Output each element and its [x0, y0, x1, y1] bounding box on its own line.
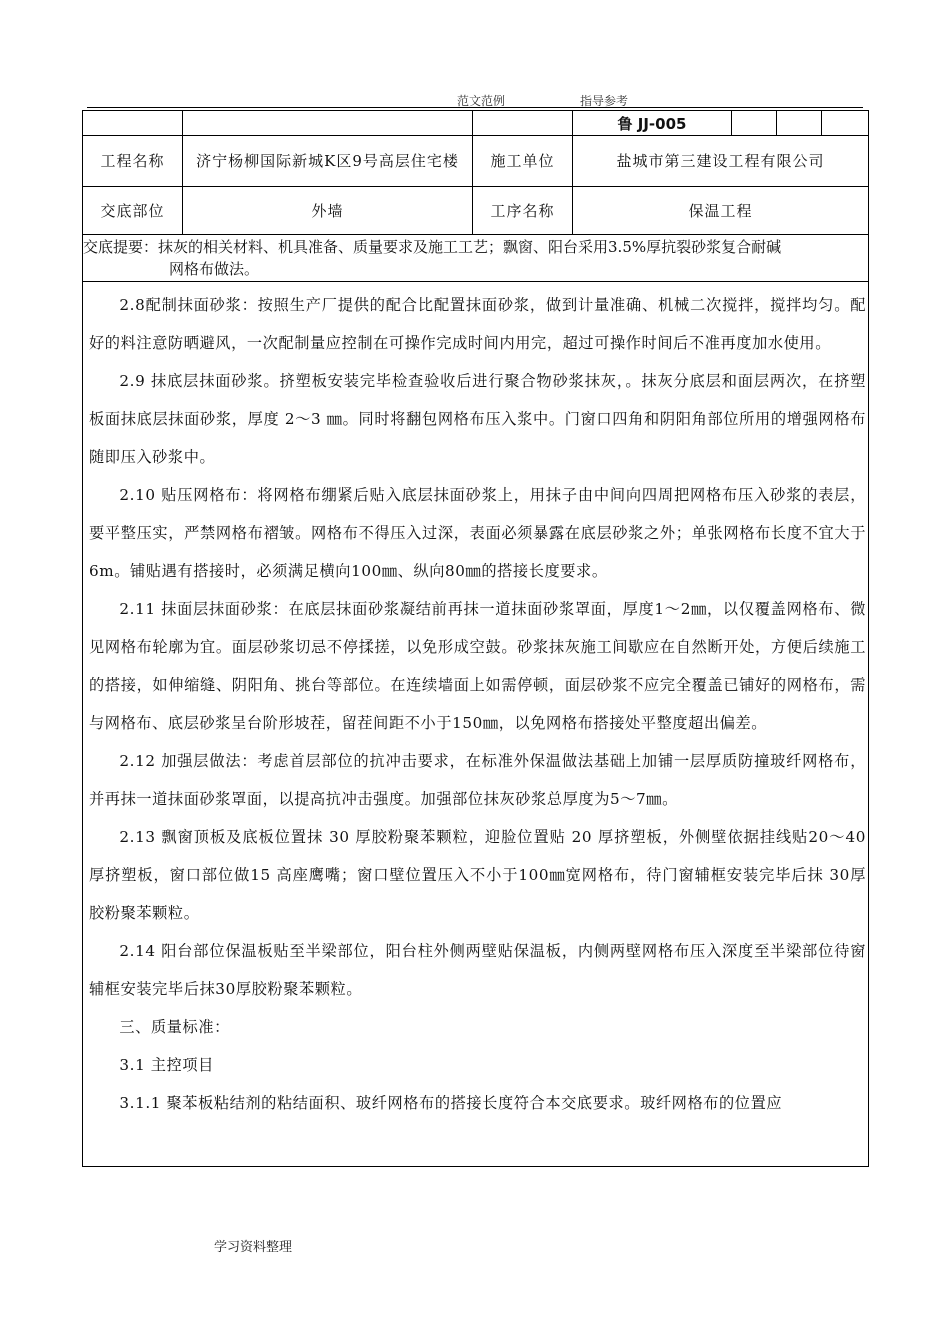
code-row-blank-5	[777, 111, 822, 136]
project-name-value: 济宁杨柳国际新城K区9号高层住宅楼	[183, 136, 473, 187]
contractor-label: 施工单位	[473, 136, 573, 187]
location-row	[83, 187, 869, 235]
project-name-label: 工程名称	[83, 136, 183, 187]
process-label: 工序名称	[473, 187, 573, 235]
header-right-text: 指导参考	[580, 94, 629, 108]
para-2-13: 2.13 飘窗顶板及底板位置抹 30 厚胶粉聚苯颗粒，迎脸位置贴 20 厚挤塑板，外侧壁依据挂线贴20～40 厚挤塑板，窗口部位做15 高座鹰嘴；窗口壁位置压入不小于100㎜宽网格布，待门窗辅框安装完毕后抹 30厚胶粉聚苯颗粒。	[89, 828, 866, 922]
location-value: 外墙	[183, 187, 473, 235]
summary-cell	[83, 235, 869, 282]
project-row	[83, 136, 869, 187]
header-rule	[87, 107, 863, 108]
code-row-blank-2	[183, 111, 473, 136]
para-2-9: 2.9 抹底层抹面砂浆。挤塑板安装完毕检查验收后进行聚合物砂浆抹灰，。抹灰分底层和面层两次，在挤塑板面抹底层抹面砂浆，厚度 2～3 ㎜。同时将翻包网格布压入浆中。门窗口四角和阴阳角部位所用的增强网格布随即压入砂浆中。	[89, 372, 866, 466]
summary-label: 交底提要：	[83, 238, 159, 256]
summary-row	[83, 235, 869, 282]
body-row	[83, 282, 869, 1167]
para-2-14: 2.14 阳台部位保温板贴至半梁部位，阳台柱外侧两壁贴保温板，内侧两壁网格布压入深度至半梁部位待窗辅框安装完毕后抹30厚胶粉聚苯颗粒。	[89, 942, 866, 998]
summary-line2: 网格布做法。	[169, 260, 260, 278]
para-2-11: 2.11 抹面层抹面砂浆：在底层抹面砂浆凝结前再抹一道抹面砂浆罩面，厚度1～2㎜，以仅覆盖网格布、微见网格布轮廓为宜。面层砂浆切忌不停揉搓，以免形成空鼓。砂浆抹灰施工间歇应在自然断开处，方便后续施工的搭接，如伸缩缝、阴阳角、挑台等部位。在连续墙面上如需停顿，面层砂浆不应完全覆盖已铺好的网格布，需与网格布、底层砂浆呈台阶形坡茬，留茬间距不小于150㎜，以免网格布搭接处平整度超出偏差。	[89, 600, 866, 732]
para-3-1-1: 3.1.1 聚苯板粘结剂的粘结面积、玻纤网格布的搭接长度符合本交底要求。玻纤网格布的位置应	[119, 1094, 783, 1112]
header-left-text: 范文范例	[457, 94, 506, 108]
summary-line1: 抹灰的相关材料、机具准备、质量要求及施工工艺；飘窗、阳台采用3.5%厚抗裂砂浆复合耐碱	[158, 238, 782, 256]
code-row-blank-3	[473, 111, 573, 136]
body-cell	[83, 282, 869, 1167]
page-footer: 学习资料整理	[214, 1240, 293, 1255]
code-row	[83, 111, 869, 136]
process-value: 保温工程	[573, 187, 869, 235]
form-code: 鲁 JJ-005	[573, 111, 732, 136]
location-label: 交底部位	[83, 187, 183, 235]
code-row-blank-6	[822, 111, 869, 136]
code-row-blank-4	[732, 111, 777, 136]
section-quality-standard: 三、质量标准：	[119, 1018, 230, 1036]
code-row-blank-1	[83, 111, 183, 136]
subsection-main-items: 3.1 主控项目	[119, 1056, 214, 1074]
disclosure-form	[82, 110, 869, 1167]
para-2-8: 2.8配制抹面砂浆：按照生产厂提供的配合比配置抹面砂浆，做到计量准确、机械二次搅拌，搅拌均匀。配好的料注意防晒避风，一次配制量应控制在可操作完成时间内用完，超过可操作时间后不准再度加水使用。	[89, 296, 866, 352]
para-2-12: 2.12 加强层做法：考虑首层部位的抗冲击要求，在标准外保温做法基础上加铺一层厚质防撞玻纤网格布，并再抹一道抹面砂浆罩面，以提高抗冲击强度。加强部位抹灰砂浆总厚度为5～7㎜。	[89, 752, 866, 808]
para-2-10: 2.10 贴压网格布：将网格布绷紧后贴入底层抹面砂浆上，用抹子由中间向四周把网格布压入砂浆的表层，要平整压实，严禁网格布褶皱。网格布不得压入过深，表面必须暴露在底层砂浆之外；单张网格布长度不宜大于6m。铺贴遇有搭接时，必须满足横向100㎜、纵向80㎜的搭接长度要求。	[89, 486, 866, 580]
contractor-value: 盐城市第三建设工程有限公司	[573, 136, 869, 187]
